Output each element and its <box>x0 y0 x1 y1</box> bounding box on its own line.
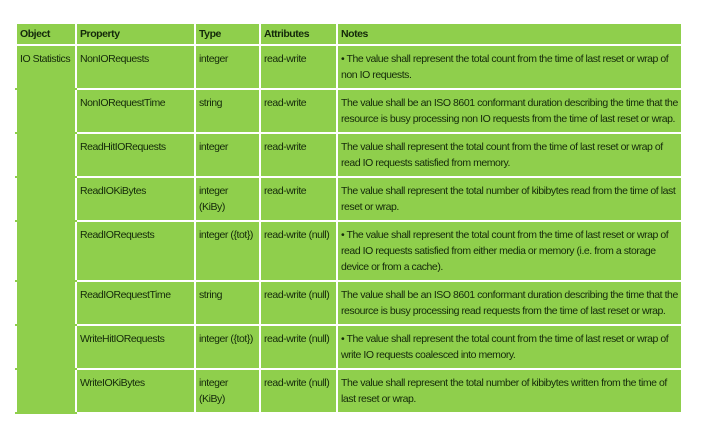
object-cell-empty <box>16 281 76 325</box>
object-cell <box>16 45 76 89</box>
property-cell: NonIORequestTime <box>76 89 195 133</box>
header-row <box>16 23 681 45</box>
header-notes: Notes <box>337 23 681 45</box>
type-cell: integer <box>195 45 260 89</box>
attributes-cell: read-write (null) <box>260 325 337 369</box>
attributes-cell: read-write (null) <box>260 369 337 413</box>
table-row <box>16 89 681 133</box>
property-cell: ReadIORequestTime <box>76 281 195 325</box>
notes-cell: • The value shall represent the total count from the time of last reset or wrap of read IO requests satisfied from either media or memory (i.e. from a storage device or from a cache). <box>337 221 681 281</box>
header-property: Property <box>76 23 195 45</box>
type-cell: string <box>195 89 260 133</box>
property-cell: ReadIORequests <box>76 221 195 281</box>
table-row <box>16 325 681 369</box>
property-cell: WriteHitIORequests <box>76 325 195 369</box>
notes-cell: The value shall represent the total number of kibibytes written from the time of last reset or wrap. <box>337 369 681 413</box>
type-cell: integer <box>195 133 260 177</box>
io-statistics-property-table <box>15 22 681 414</box>
object-cell-empty <box>16 325 76 369</box>
type-cell: integer (KiBy) <box>195 369 260 413</box>
table-header <box>16 23 681 45</box>
attributes-cell: read-write (null) <box>260 281 337 325</box>
object-cell-empty <box>16 369 76 413</box>
notes-cell: The value shall be an ISO 8601 conformant duration describing the time that the resource is busy processing read requests from the time of last reset or wrap. <box>337 281 681 325</box>
object-cell-empty <box>16 89 76 133</box>
notes-cell: The value shall represent the total number of kibibytes read from the time of last reset or wrap. <box>337 177 681 221</box>
table-body <box>16 45 681 413</box>
attributes-cell: read-write (null) <box>260 221 337 281</box>
table-row <box>16 177 681 221</box>
notes-cell: The value shall represent the total count from the time of last reset or wrap of read IO requests satisfied from memory. <box>337 133 681 177</box>
attributes-cell: read-write <box>260 45 337 89</box>
property-cell: NonIORequests <box>76 45 195 89</box>
attributes-cell: read-write <box>260 89 337 133</box>
table-row <box>16 369 681 413</box>
property-cell: ReadHitIORequests <box>76 133 195 177</box>
object-cell-empty <box>16 133 76 177</box>
table-row <box>16 281 681 325</box>
type-cell: integer ({tot}) <box>195 221 260 281</box>
attributes-cell: read-write <box>260 177 337 221</box>
document-page <box>15 22 681 426</box>
notes-cell: • The value shall represent the total count from the time of last reset or wrap of write IO requests coalesced into memory. <box>337 325 681 369</box>
type-cell: integer (KiBy) <box>195 177 260 221</box>
property-cell: ReadIOKiBytes <box>76 177 195 221</box>
object-cell-empty <box>16 177 76 221</box>
header-attributes: Attributes <box>260 23 337 45</box>
header-type: Type <box>195 23 260 45</box>
notes-cell: • The value shall represent the total count from the time of last reset or wrap of non IO requests. <box>337 45 681 89</box>
property-cell: WriteIOKiBytes <box>76 369 195 413</box>
table-row <box>16 221 681 281</box>
object-name: IO Statistics <box>20 53 71 65</box>
table-row <box>16 45 681 89</box>
type-cell: string <box>195 281 260 325</box>
object-cell-empty <box>16 221 76 281</box>
table-row <box>16 133 681 177</box>
notes-cell: The value shall be an ISO 8601 conformant duration describing the time that the resource is busy processing non IO requests from the time of last reset or wrap. <box>337 89 681 133</box>
attributes-cell: read-write <box>260 133 337 177</box>
header-object: Object <box>16 23 76 45</box>
type-cell: integer ({tot}) <box>195 325 260 369</box>
